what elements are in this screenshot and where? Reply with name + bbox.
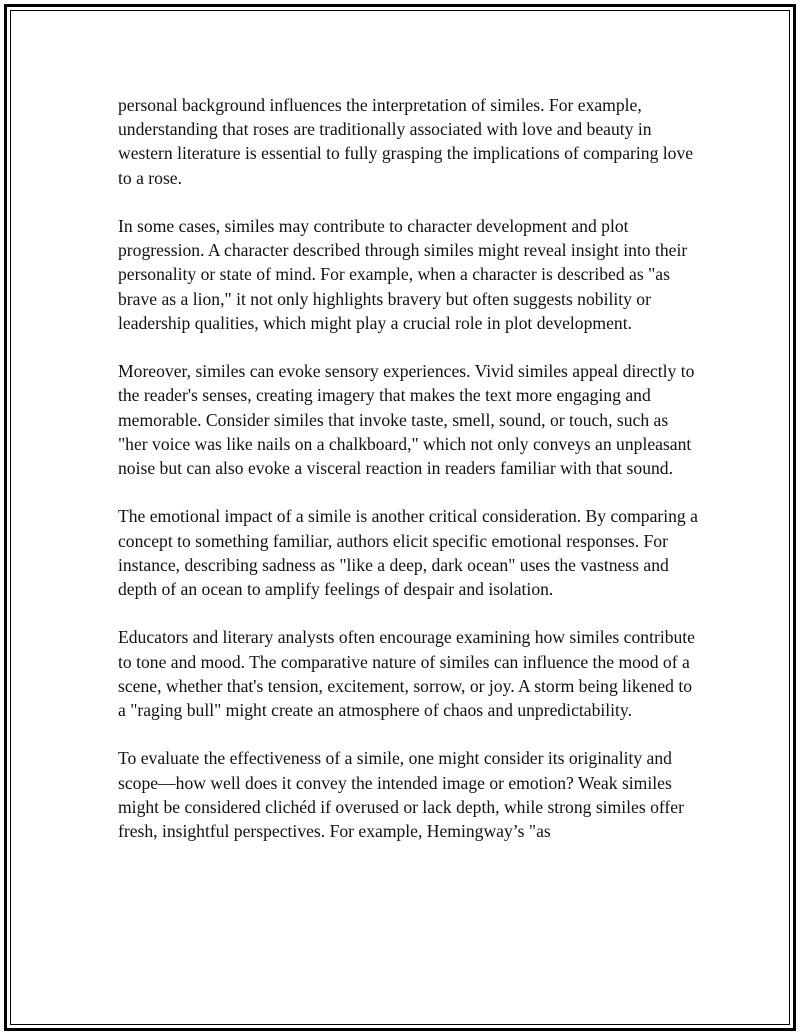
paragraph-2: In some cases, similes may contribute to character development and plot progression. A character described through similes might reveal insight into their personality or state of mind. For example, when a character is described as "as brave as a lion," it not only highlights bravery but often suggests nobility or leadership qualities, which might play a crucial role in plot development. [118, 216, 688, 333]
paragraph-4: The emotional impact of a simile is another critical consideration. By comparing a concept to something familiar, authors elicit specific emotional responses. For instance, describing sadness as "like a deep, dark ocean" uses the vastness and depth of an ocean to amplify feelings of despair and isolation. [118, 506, 698, 600]
paragraph-6: To evaluate the effectiveness of a simile, one might consider its originality and scope—how well does it convey the intended image or emotion? Weak similes might be considered clichéd if overused or lack depth, while strong similes offer fresh, insightful perspectives. For example, Hemingway’s "as [118, 748, 684, 842]
document-body [118, 93, 698, 867]
paragraph-3: Moreover, similes can evoke sensory experiences. Vivid similes appeal directly to the reader's senses, creating imagery that makes the text more engaging and memorable. Consider similes that invoke taste, smell, sound, or touch, such as "her voice was like nails on a chalkboard," which not only conveys an unpleasant noise but can also evoke a visceral reaction in readers familiar with that sound. [118, 361, 695, 479]
paragraph-1: personal background influences the interpretation of similes. For example, understanding that roses are traditionally associated with love and beauty in western literature is essential to fully grasping the implications of comparing love to a rose. [118, 95, 694, 188]
paragraph-5: Educators and literary analysts often encourage examining how similes contribute to tone and mood. The comparative nature of similes can influence the mood of a scene, whether that's tension, excitement, sorrow, or joy. A storm being likened to a "raging bull" might create an atmosphere of chaos and unpredictability. [118, 627, 695, 721]
